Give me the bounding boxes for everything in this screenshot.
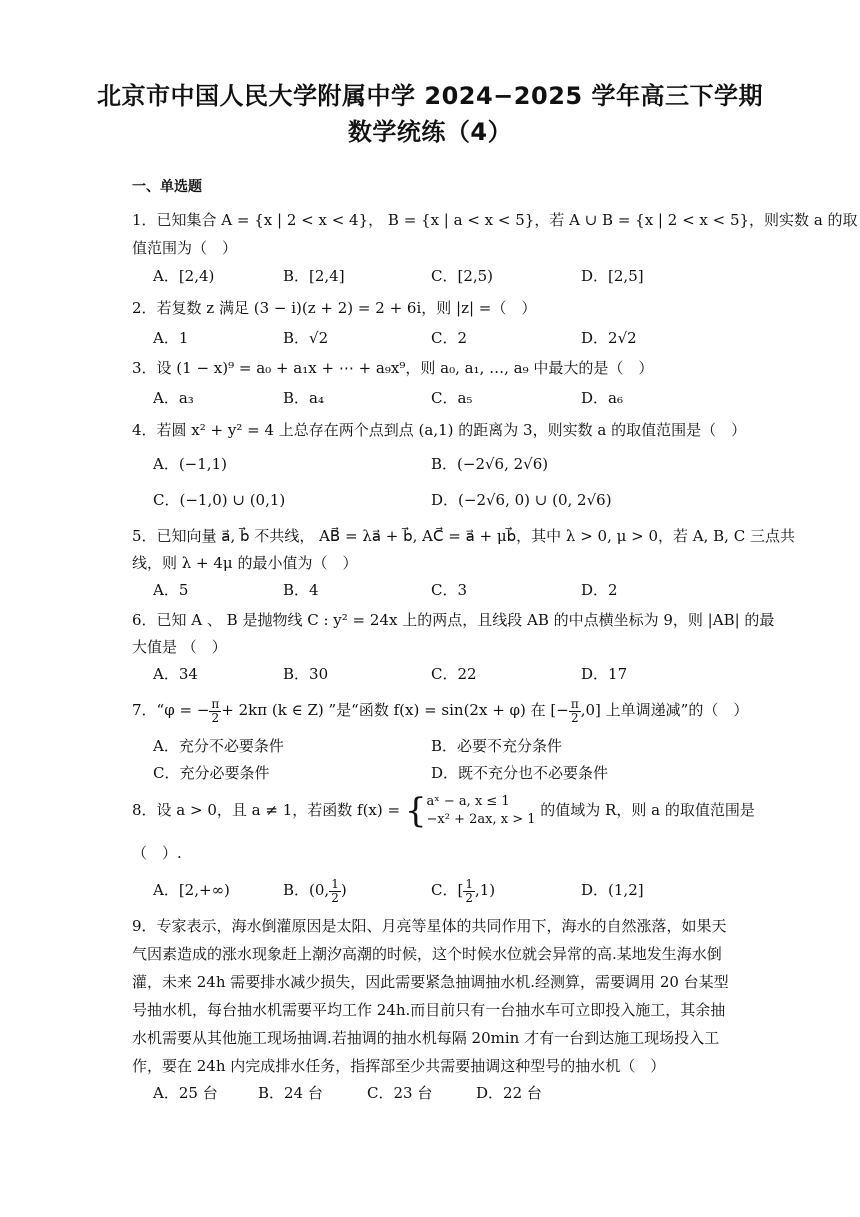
question-5-text: 5．已知向量 a⃗, b⃗ 不共线， AB⃗ = λa⃗ + b⃗, AC⃗ = a⃗ + μb⃗，其中 λ > 0, μ > 0，若 A, B, C 三点共 xyxy=(132,527,795,545)
question-4-option-d: D．(−2√6, 0) ∪ (0, 2√6) xyxy=(431,491,612,509)
question-1-option-d: D．[2,5] xyxy=(581,267,644,285)
question-5-option-a: A．5 xyxy=(153,581,189,599)
pi-over-two-fraction xyxy=(209,698,221,725)
question-8-option-c xyxy=(431,872,495,908)
fraction-numerator: π xyxy=(570,696,579,711)
question-1-option-c: C．[2,5) xyxy=(431,267,494,285)
question-9-text-line-4: 号抽水机，每台抽水机需要平均工作 24h.而目前只有一台抽水车可立即投入施工，其余抽 xyxy=(132,1001,726,1019)
question-7-option-b: B．必要不充分条件 xyxy=(431,737,563,755)
question-1-text-cont: 值范围为（ ） xyxy=(132,239,238,257)
piecewise-cases xyxy=(427,793,536,829)
question-7-option-c: C．充分必要条件 xyxy=(153,764,270,782)
question-9-text-line-3: 灌，未来 24h 需要排水减少损失，因此需要紧急抽调抽水机.经测算，需要调用 20 台某型 xyxy=(132,973,729,991)
question-8-option-a: A．[2,+∞) xyxy=(153,881,230,899)
question-3-option-b: B．a₄ xyxy=(283,389,324,407)
piecewise-case-2: −x² + 2ax, x > 1 xyxy=(426,812,536,827)
fraction-denominator: 2 xyxy=(331,890,339,905)
question-1-text: 1．已知集合 A = {x | 2 < x < 4}， B = {x | a < x < 5}，若 A ∪ B = {x | 2 < x < 5}，则实数 a 的取 xyxy=(132,211,858,229)
question-3-option-c: C．a₅ xyxy=(431,389,473,407)
question-1-option-a: A．[2,4) xyxy=(153,267,215,285)
question-7-text-part-1: 7．“φ = − xyxy=(132,701,210,719)
question-3-option-a: A．a₃ xyxy=(153,389,194,407)
question-7-option-a: A．充分不必要条件 xyxy=(153,737,284,755)
fraction-denominator: 2 xyxy=(211,710,220,725)
question-6-option-b: B．30 xyxy=(283,665,329,683)
question-7-text xyxy=(132,695,748,725)
question-2-option-c: C．2 xyxy=(431,329,468,347)
fraction-numerator: π xyxy=(211,696,220,711)
question-2-text: 2．若复数 z 满足 (3 − i)(z + 2) = 2 + 6i，则 |z| =（ ） xyxy=(132,299,537,317)
fraction-denominator: 2 xyxy=(465,890,473,905)
question-8-option-d: D．(1,2] xyxy=(581,881,644,899)
question-9-text-line-5: 水机需要从其他施工现场抽调.若抽调的抽水机每隔 20min 才有一台到达施工现场投入工 xyxy=(132,1029,720,1047)
exam-title-line-2: 数学统练（4） xyxy=(347,118,513,146)
question-3-text: 3．设 (1 − x)⁹ = a₀ + a₁x + ⋯ + a₉x⁹，则 a₀, a₁, …, a₉ 中最大的是（ ） xyxy=(132,359,654,377)
question-1-option-b: B．[2,4] xyxy=(283,267,345,285)
question-7-text-part-3: ,0] 上单调递减”的（ ） xyxy=(580,701,749,719)
one-half-fraction xyxy=(463,878,475,905)
question-7-option-d: D．既不充分也不必要条件 xyxy=(431,764,609,782)
question-8-text-part-2: 的值域为 R，则 a 的取值范围是 xyxy=(540,801,755,819)
question-2-option-b: B．√2 xyxy=(283,329,329,347)
question-9-text-line-1: 9．专家表示，海水倒灌原因是太阳、月亮等星体的共同作用下，海水的自然涨落，如果天 xyxy=(132,917,727,935)
option-b-suffix: ) xyxy=(340,881,347,899)
left-brace-icon: { xyxy=(404,791,427,831)
question-9-option-a: A．25 台 xyxy=(153,1084,218,1102)
question-4-option-a: A．(−1,1) xyxy=(153,455,227,473)
question-6-option-c: C．22 xyxy=(431,665,477,683)
question-9-text-line-6: 作，要在 24h 内完成排水任务，指挥部至少共需要抽调这种型号的抽水机（ ） xyxy=(132,1057,666,1075)
question-4-option-b: B．(−2√6, 2√6) xyxy=(431,455,549,473)
section-heading: 一、单选题 xyxy=(132,179,202,195)
question-9-option-b: B．24 台 xyxy=(258,1084,323,1102)
option-b-prefix: B．(0, xyxy=(283,881,330,899)
question-9-option-d: D．22 台 xyxy=(476,1084,542,1102)
question-6-option-a: A．34 xyxy=(153,665,198,683)
question-4-option-c: C．(−1,0) ∪ (0,1) xyxy=(153,491,286,509)
piecewise-case-1: aˣ − a, x ≤ 1 xyxy=(426,794,510,809)
question-3-option-d: D．a₆ xyxy=(581,389,623,407)
question-4-text: 4．若圆 x² + y² = 4 上总存在两个点到点 (a,1) 的距离为 3，则实数 a 的取值范围是（ ） xyxy=(132,421,747,439)
fraction-numerator: 1 xyxy=(465,876,473,891)
question-9-text-line-2: 气因素造成的涨水现象赶上潮汐高潮的时候，这个时候水位就会异常的高.某地发生海水倒 xyxy=(132,945,722,963)
question-5-option-c: C．3 xyxy=(431,581,468,599)
question-6-text: 6．已知 A 、 B 是抛物线 C : y² = 24x 上的两点，且线段 AB 的中点横坐标为 9，则 |AB| 的最 xyxy=(132,611,775,629)
question-8-text-cont: （ ）. xyxy=(132,844,182,862)
option-c-suffix: ,1) xyxy=(474,881,496,899)
question-8-text xyxy=(132,790,755,830)
question-7-text-part-2: + 2kπ (k ∈ Z) ”是“函数 f(x) = sin(2x + φ) 在 [− xyxy=(221,701,569,719)
question-2-option-a: A．1 xyxy=(153,329,189,347)
question-6-option-d: D．17 xyxy=(581,665,628,683)
pi-over-two-fraction xyxy=(569,698,581,725)
fraction-numerator: 1 xyxy=(331,876,339,891)
one-half-fraction xyxy=(329,878,341,905)
question-9-option-c: C．23 台 xyxy=(367,1084,433,1102)
question-8-text-part-1: 8．设 a > 0，且 a ≠ 1，若函数 f(x) = xyxy=(132,801,401,819)
fraction-denominator: 2 xyxy=(570,710,579,725)
question-5-text-cont: 线，则 λ + 4μ 的最小值为（ ） xyxy=(132,554,358,572)
exam-title-line-1: 北京市中国人民大学附属中学 2024−2025 学年高三下学期 xyxy=(97,82,763,110)
question-8-option-b xyxy=(283,872,347,908)
question-6-text-cont: 大值是 （ ） xyxy=(132,638,227,656)
question-2-option-d: D．2√2 xyxy=(581,329,637,347)
question-5-option-d: D．2 xyxy=(581,581,618,599)
question-5-option-b: B．4 xyxy=(283,581,319,599)
option-c-prefix: C．[ xyxy=(431,881,464,899)
